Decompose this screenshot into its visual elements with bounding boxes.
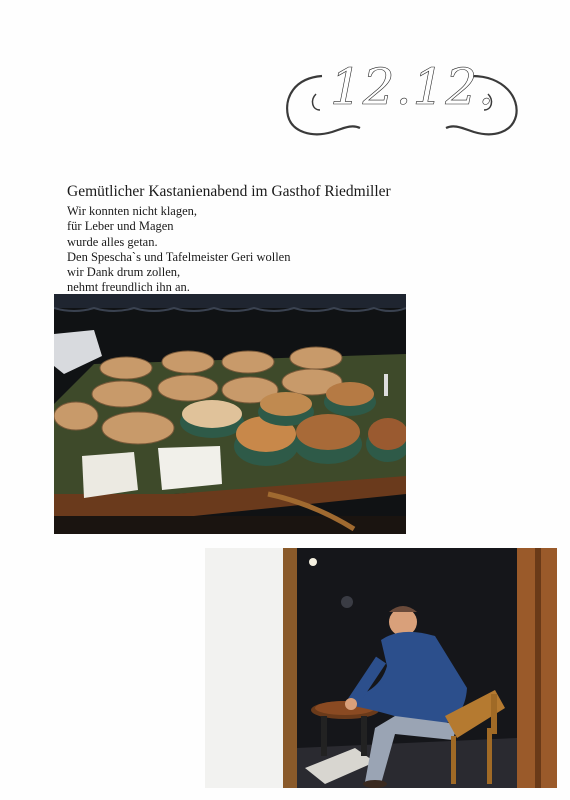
poem xyxy=(67,204,290,296)
poem-line: für Leber und Magen xyxy=(67,219,174,234)
photo-chestnut-roasting xyxy=(205,548,557,788)
poem-line: wir Dank drum zollen, xyxy=(67,265,181,280)
poem-line: wurde alles getan. xyxy=(67,234,158,249)
poem-line: nehmt freundlich ihn an. xyxy=(67,280,190,295)
poem-line: Den Spescha`s und Tafelmeister Geri wollen xyxy=(67,249,291,264)
date-heading xyxy=(282,58,522,142)
date-text: 12.12. xyxy=(330,58,496,116)
page-title: Gemütlicher Kastanienabend im Gasthof Riedmiller xyxy=(67,183,391,200)
poem-line: Wir konnten nicht klagen, xyxy=(67,204,198,218)
photo-table-baskets xyxy=(54,294,406,534)
